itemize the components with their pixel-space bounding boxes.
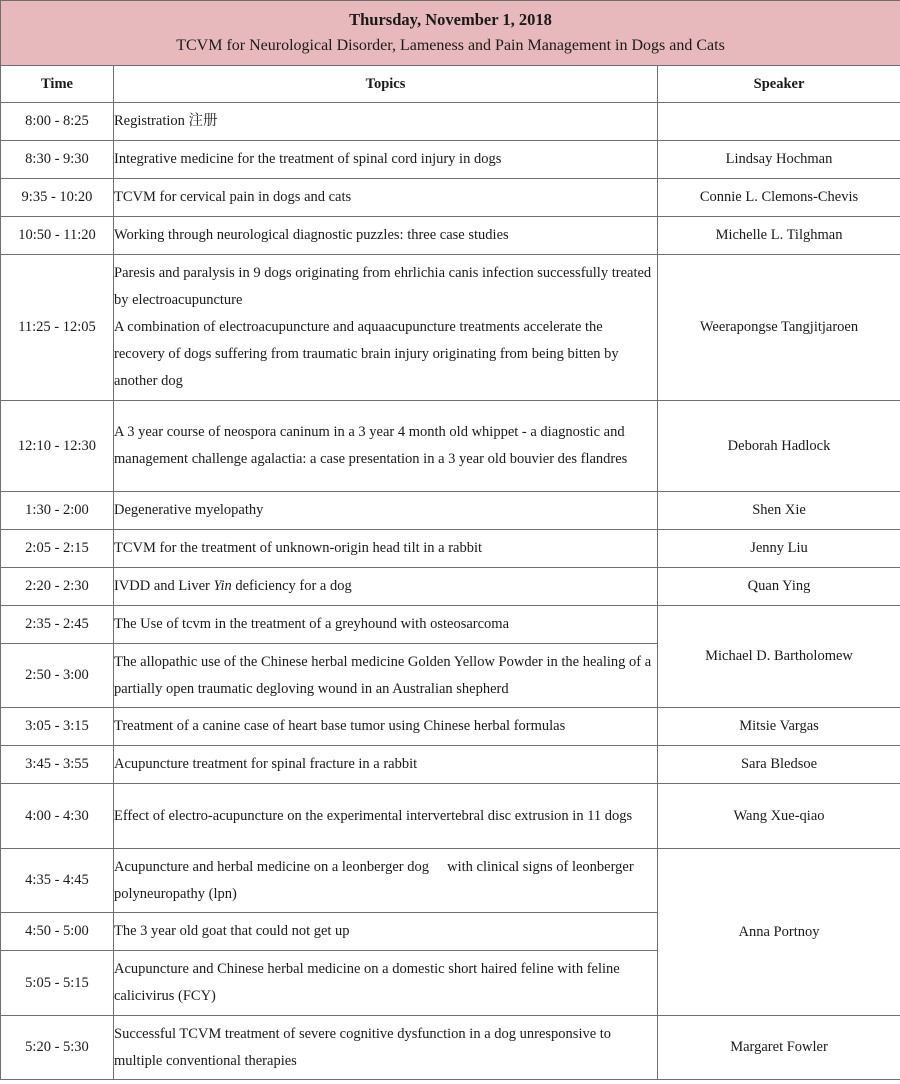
topic-cell: TCVM for the treatment of unknown-origin head tilt in a rabbit [114, 530, 658, 568]
topic-cell: A 3 year course of neospora caninum in a 3 year 4 month old whippet - a diagnostic and management challenge agalactia: a case presentation in a 3 year old bouvier des flandres [114, 401, 658, 492]
speaker-cell: Mitsie Vargas [658, 708, 900, 746]
table-row [1, 849, 900, 913]
speaker-cell: Anna Portnoy [658, 849, 900, 1016]
topic-cell: The 3 year old goat that could not get up [114, 913, 658, 951]
table-row [1, 530, 900, 568]
topic-paragraph: A combination of electroacupuncture and aquaacupuncture treatments accelerate the recovery of dogs suffering from traumatic brain injury originating from being bitten by another dog [114, 319, 619, 389]
time-cell: 8:00 - 8:25 [1, 103, 114, 141]
schedule-subtitle: TCVM for Neurological Disorder, Lameness and Pain Management in Dogs and Cats [176, 37, 725, 54]
time-cell: 4:50 - 5:00 [1, 913, 114, 951]
schedule-date: Thursday, November 1, 2018 [349, 10, 552, 29]
time-cell: 2:50 - 3:00 [1, 644, 114, 708]
speaker-cell: Connie L. Clemons-Chevis [658, 179, 900, 217]
time-cell: 1:30 - 2:00 [1, 492, 114, 530]
speaker-cell: Margaret Fowler [658, 1016, 900, 1080]
table-row [1, 255, 900, 401]
speaker-cell: Michael D. Bartholomew [658, 606, 900, 708]
time-cell: 10:50 - 11:20 [1, 217, 114, 255]
speaker-cell: Shen Xie [658, 492, 900, 530]
table-row [1, 1016, 900, 1080]
topic-text: IVDD and Liver [114, 578, 214, 594]
table-row [1, 784, 900, 849]
table-row [1, 568, 900, 606]
topic-cell: Integrative medicine for the treatment of spinal cord injury in dogs [114, 141, 658, 179]
speaker-cell: Lindsay Hochman [658, 141, 900, 179]
speaker-cell: Quan Ying [658, 568, 900, 606]
column-header-row [1, 66, 900, 103]
table-row [1, 141, 900, 179]
topic-cell: Acupuncture and herbal medicine on a leonberger dog with clinical signs of leonberger polyneuropathy (lpn) [114, 849, 658, 913]
topic-cell: The allopathic use of the Chinese herbal medicine Golden Yellow Powder in the healing of a partially open traumatic degloving wound in an Australian shepherd [114, 644, 658, 708]
table-row [1, 401, 900, 492]
topic-cell: Working through neurological diagnostic puzzles: three case studies [114, 217, 658, 255]
topic-text: deficiency for a dog [231, 578, 352, 594]
column-header-topics: Topics [114, 66, 658, 103]
time-cell: 5:05 - 5:15 [1, 951, 114, 1016]
topic-cell: Successful TCVM treatment of severe cognitive dysfunction in a dog unresponsive to multiple conventional therapies [114, 1016, 658, 1080]
speaker-cell: Deborah Hadlock [658, 401, 900, 492]
time-cell: 3:45 - 3:55 [1, 746, 114, 784]
banner-cell [1, 1, 900, 66]
speaker-cell: Sara Bledsoe [658, 746, 900, 784]
topic-emphasis: Yin [213, 578, 232, 594]
table-row [1, 746, 900, 784]
time-cell: 12:10 - 12:30 [1, 401, 114, 492]
time-cell: 3:05 - 3:15 [1, 708, 114, 746]
table-row [1, 708, 900, 746]
time-cell: 5:20 - 5:30 [1, 1016, 114, 1080]
topic-cell: Effect of electro-acupuncture on the experimental intervertebral disc extrusion in 11 dogs [114, 784, 658, 849]
time-cell: 11:25 - 12:05 [1, 255, 114, 401]
speaker-cell: Jenny Liu [658, 530, 900, 568]
topic-cell [114, 255, 658, 401]
column-header-speaker: Speaker [658, 66, 900, 103]
schedule-banner [1, 1, 900, 66]
time-cell: 4:00 - 4:30 [1, 784, 114, 849]
time-cell: 4:35 - 4:45 [1, 849, 114, 913]
topic-paragraph: Paresis and paralysis in 9 dogs originating from ehrlichia canis infection successfully treated by electroacupuncture [114, 265, 652, 308]
time-cell: 2:35 - 2:45 [1, 606, 114, 644]
topic-cell: Acupuncture treatment for spinal fracture in a rabbit [114, 746, 658, 784]
topic-cell: The Use of tcvm in the treatment of a greyhound with osteosarcoma [114, 606, 658, 644]
topic-cell [114, 568, 658, 606]
table-row [1, 217, 900, 255]
topic-cell: Degenerative myelopathy [114, 492, 658, 530]
time-cell: 9:35 - 10:20 [1, 179, 114, 217]
column-header-time: Time [1, 66, 114, 103]
speaker-cell: Weerapongse Tangjitjaroen [658, 255, 900, 401]
table-row [1, 179, 900, 217]
time-cell: 8:30 - 9:30 [1, 141, 114, 179]
topic-cell: Acupuncture and Chinese herbal medicine on a domestic short haired feline with feline calicivirus (FCY) [114, 951, 658, 1016]
topic-cell: Registration 注册 [114, 103, 658, 141]
speaker-cell: Wang Xue-qiao [658, 784, 900, 849]
table-row [1, 606, 900, 644]
speaker-cell: Michelle L. Tilghman [658, 217, 900, 255]
topic-cell: TCVM for cervical pain in dogs and cats [114, 179, 658, 217]
table-row [1, 492, 900, 530]
table-row [1, 103, 900, 141]
topic-cell: Treatment of a canine case of heart base tumor using Chinese herbal formulas [114, 708, 658, 746]
time-cell: 2:20 - 2:30 [1, 568, 114, 606]
time-cell: 2:05 - 2:15 [1, 530, 114, 568]
speaker-cell [658, 103, 900, 141]
